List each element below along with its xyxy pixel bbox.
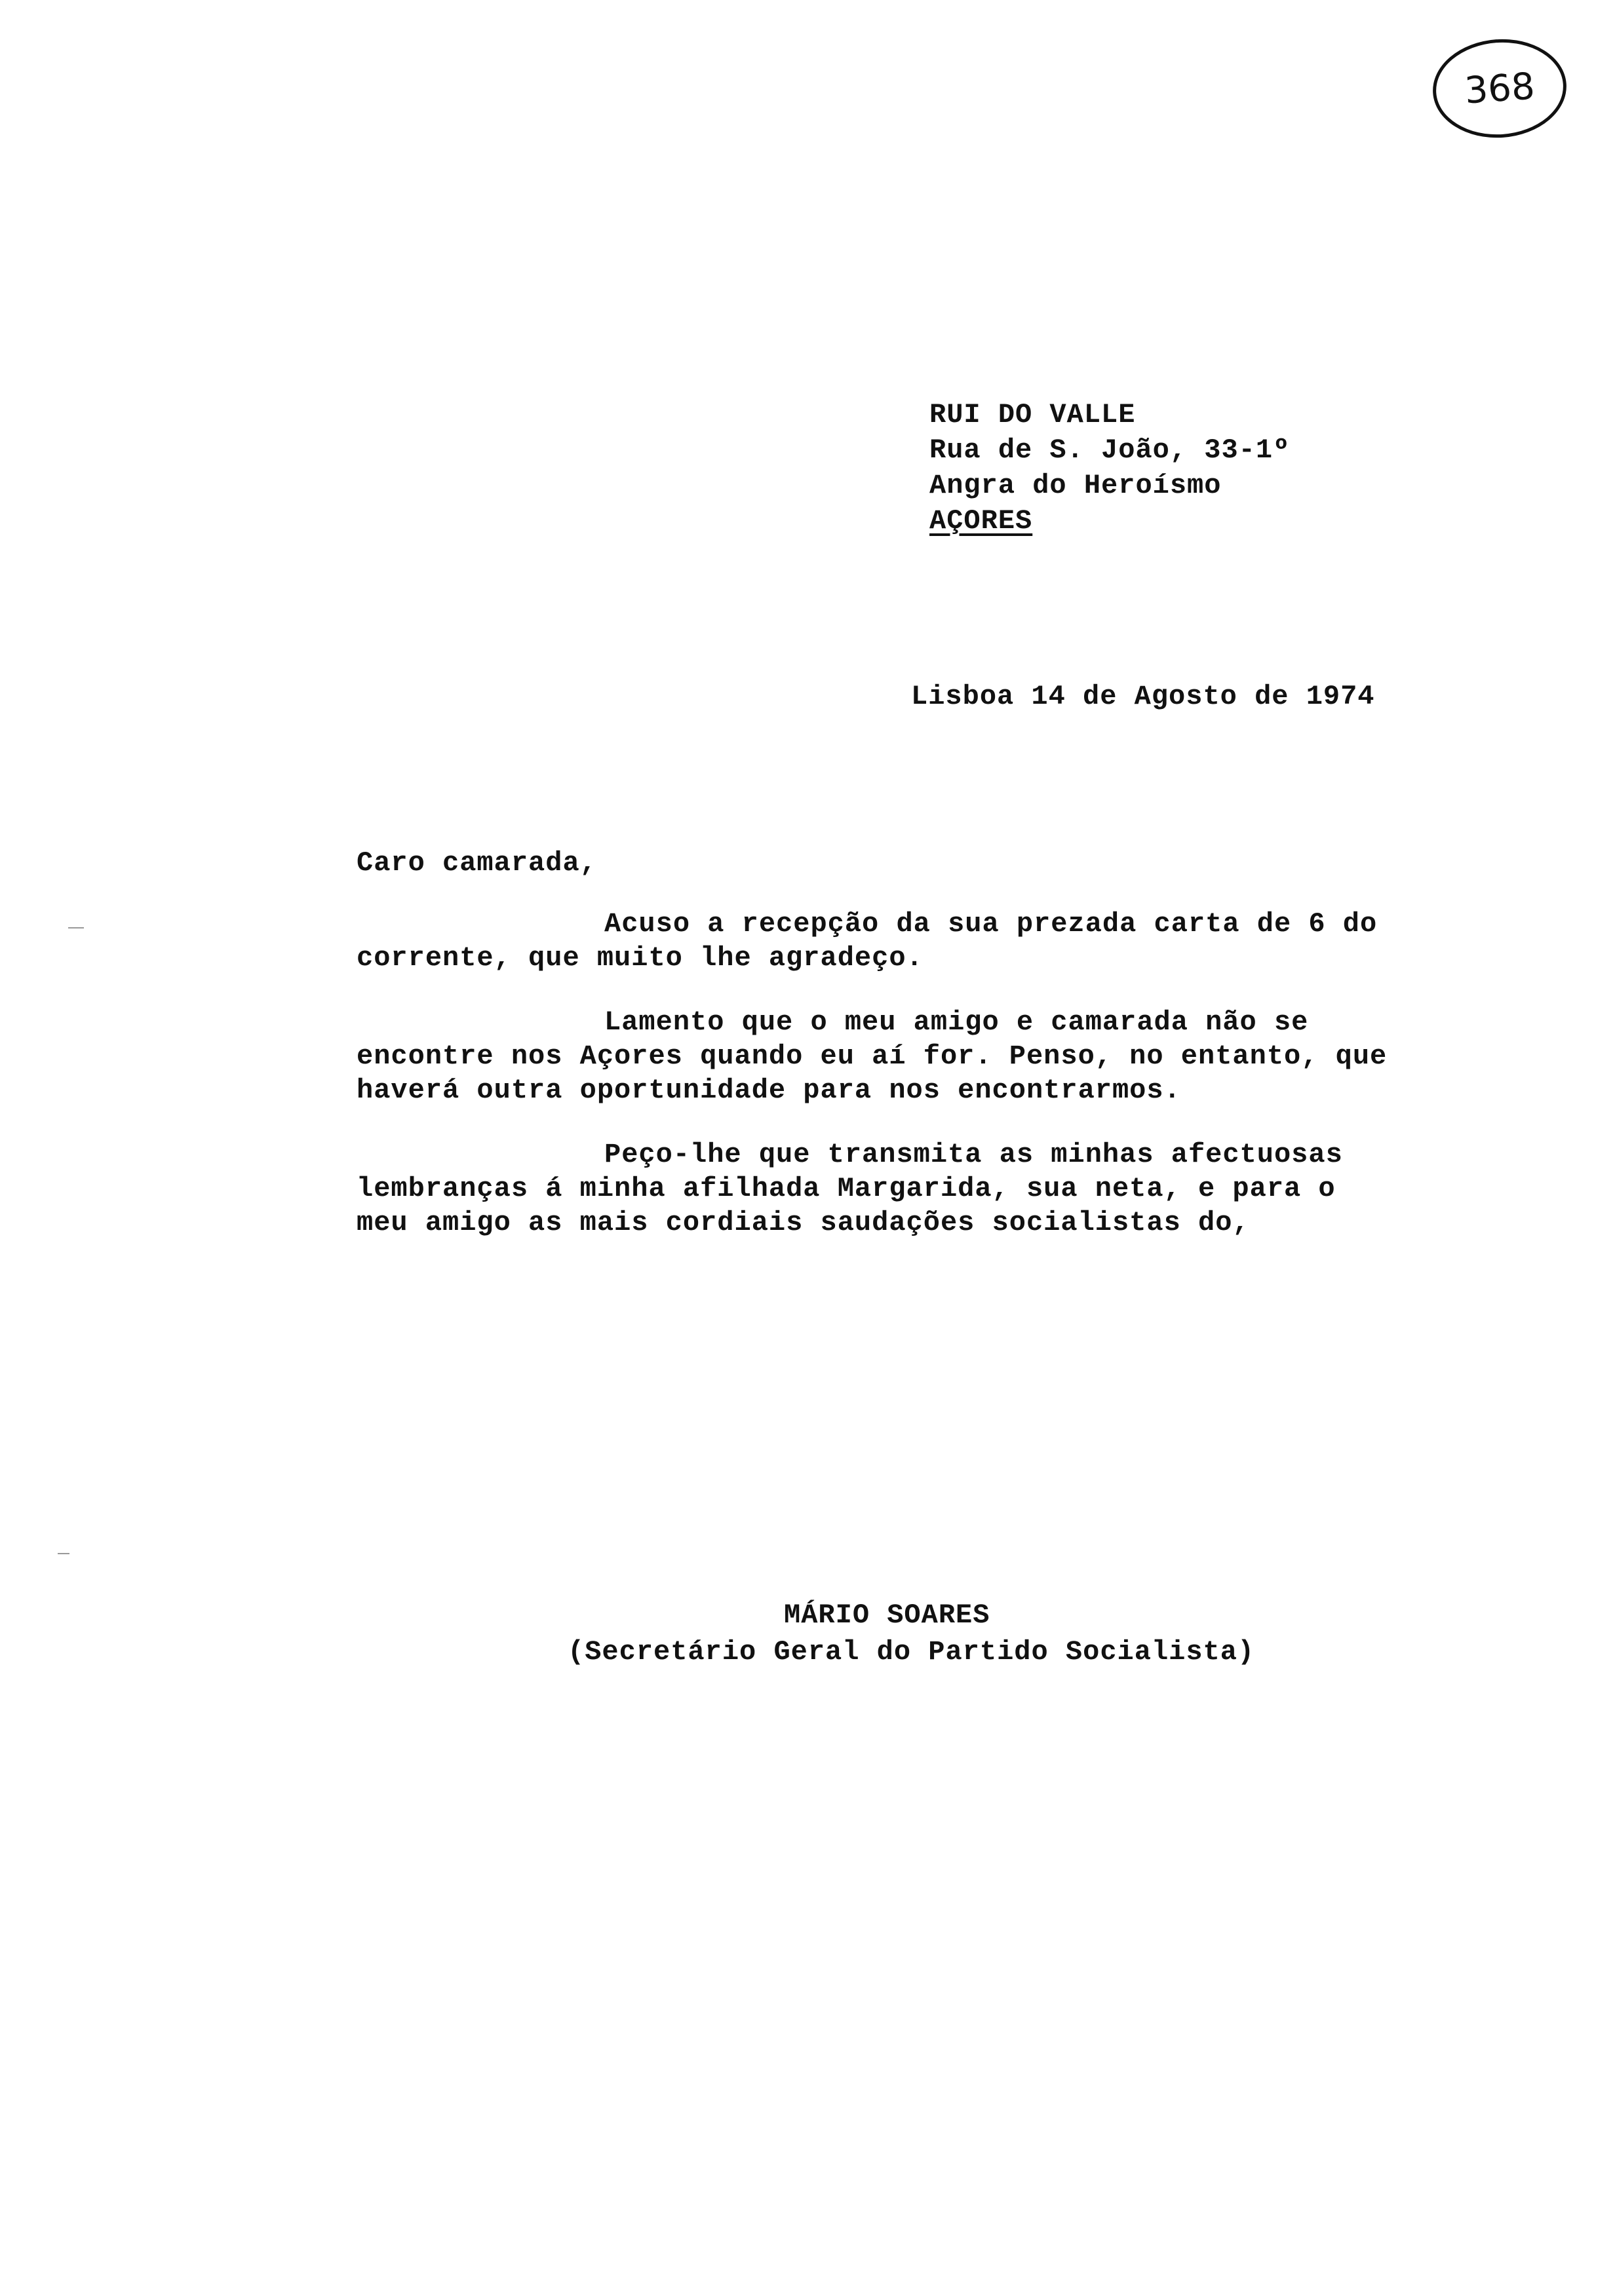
paragraph-line: meu amigo as mais cordiais saudações socialistas do, — [357, 1207, 1250, 1238]
date-line: Lisboa 14 de Agosto de 1974 — [911, 681, 1375, 712]
recipient-street: Rua de S. João, 33-1º — [929, 434, 1291, 466]
paragraph-3 — [357, 1138, 1343, 1240]
margin-mark — [58, 1553, 69, 1554]
paragraph-line: Acuso a recepção da sua prezada carta de 6 do — [604, 908, 1378, 940]
paragraph-1 — [357, 907, 1377, 975]
page-number: 368 — [1463, 64, 1536, 113]
paragraph-line: encontre nos Açores quando eu aí for. Penso, no entanto, que — [357, 1041, 1388, 1072]
paragraph-line: haverá outra oportunidade para nos encontrarmos. — [357, 1075, 1181, 1106]
page-number-stamp — [1430, 35, 1570, 142]
recipient-name: RUI DO VALLE — [929, 399, 1136, 430]
paragraph-line: Lamento que o meu amigo e camarada não se — [604, 1006, 1309, 1038]
paragraph-2 — [357, 1005, 1387, 1107]
paragraph-line: corrente, que muito lhe agradeço. — [357, 942, 924, 974]
paragraph-line: Peço-lhe que transmita as minhas afectuosas — [604, 1139, 1343, 1170]
recipient-city: Angra do Heroísmo — [929, 470, 1222, 501]
signatory-name: MÁRIO SOARES — [784, 1599, 990, 1631]
signatory-title: (Secretário Geral do Partido Socialista) — [568, 1636, 1255, 1668]
paragraph-line: lembranças á minha afilhada Margarida, sua neta, e para o — [357, 1173, 1336, 1204]
recipient-region: AÇORES — [929, 505, 1033, 537]
margin-mark — [68, 927, 84, 928]
salutation: Caro camarada, — [357, 847, 597, 879]
